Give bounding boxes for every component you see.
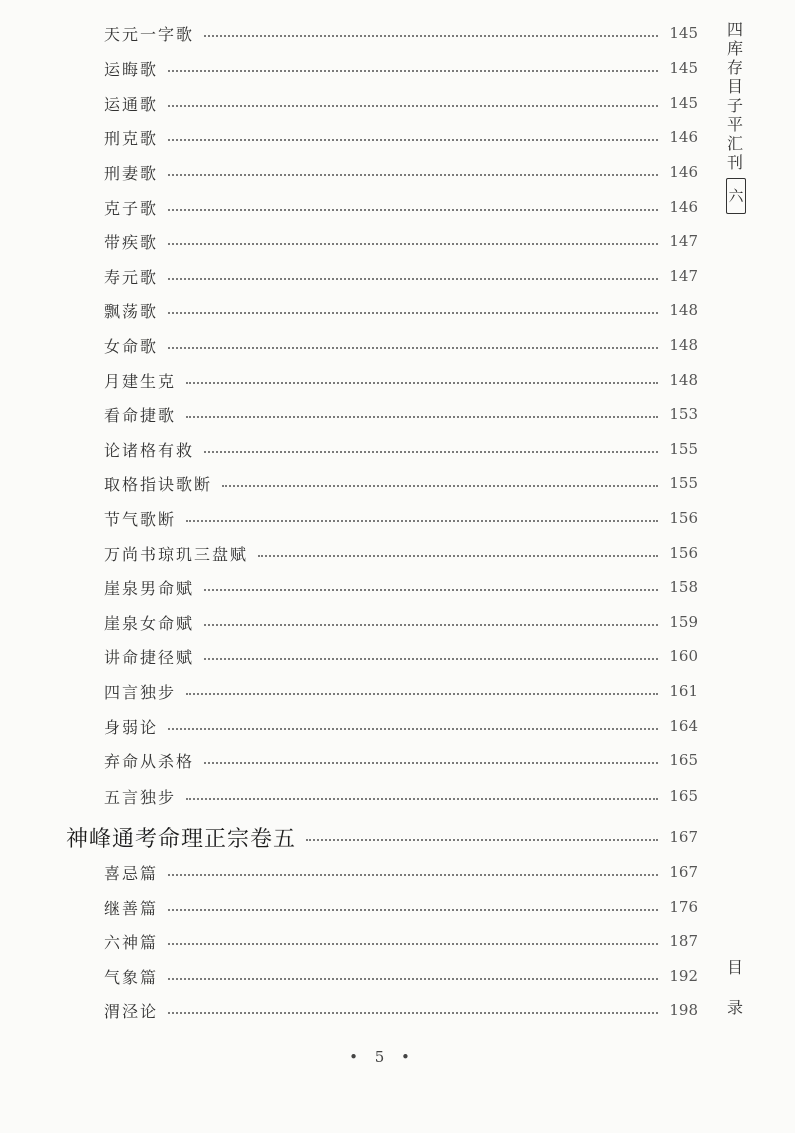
toc-entry-title: 克子歌 <box>104 198 159 218</box>
toc-entry[interactable] <box>104 999 698 1021</box>
dot-leader <box>168 909 658 911</box>
dot-leader <box>204 762 658 764</box>
toc-entry[interactable] <box>104 92 698 114</box>
toc-entry-page: 158 <box>669 578 698 596</box>
dot-leader <box>168 728 658 730</box>
toc-entry-title: 女命歌 <box>104 336 159 356</box>
toc-entry-page: 155 <box>669 440 698 458</box>
toc-entry[interactable] <box>104 196 698 218</box>
dot-leader <box>168 174 658 176</box>
dot-leader <box>168 105 658 107</box>
toc-entry-title: 运晦歌 <box>104 59 159 79</box>
toc-entry[interactable] <box>104 161 698 183</box>
toc-entry-page: 156 <box>669 544 698 562</box>
dot-leader <box>168 243 658 245</box>
dot-leader <box>168 978 658 980</box>
toc-entry-title: 继善篇 <box>104 898 159 918</box>
page-number: • 5 • <box>349 1048 416 1066</box>
toc-entry[interactable] <box>104 265 698 287</box>
dot-leader <box>222 485 658 487</box>
toc-entry[interactable] <box>104 403 698 425</box>
dot-leader <box>168 874 658 876</box>
toc-entry[interactable] <box>104 576 698 598</box>
toc-entry-page: 153 <box>669 405 698 423</box>
toc-entry-title: 弃命从杀格 <box>104 751 195 771</box>
toc-entry-page: 167 <box>669 863 698 881</box>
toc-entry-page: 155 <box>669 474 698 492</box>
dot-leader <box>204 624 658 626</box>
toc-entry-title: 渭泾论 <box>104 1001 159 1021</box>
toc-entry-page: 148 <box>669 301 698 319</box>
toc-entry-page: 176 <box>669 898 698 916</box>
dot-leader <box>168 1012 658 1014</box>
toc-entry-page: 165 <box>669 751 698 769</box>
toc-entry-page: 148 <box>669 336 698 354</box>
dot-leader <box>186 798 658 800</box>
toc-entry-title: 刑妻歌 <box>104 163 159 183</box>
toc-entry-title: 寿元歌 <box>104 267 159 287</box>
toc-entry-page: 145 <box>669 59 698 77</box>
dot-leader <box>186 382 658 384</box>
toc-entry-page: 164 <box>669 717 698 735</box>
toc-entry-title: 身弱论 <box>104 717 159 737</box>
toc-entry-page: 147 <box>669 232 698 250</box>
toc-entry[interactable] <box>104 965 698 987</box>
dot-leader <box>168 943 658 945</box>
dot-leader <box>204 35 658 37</box>
toc-entry-page: 145 <box>669 24 698 42</box>
toc-entry-title: 崖泉女命赋 <box>104 613 195 633</box>
toc-entry-title: 讲命捷径赋 <box>104 647 195 667</box>
toc-entry[interactable] <box>104 507 698 529</box>
toc-entry[interactable] <box>104 930 698 952</box>
toc-entry-title: 崖泉男命赋 <box>104 578 195 598</box>
dot-leader <box>186 520 658 522</box>
toc-entry-page: 165 <box>669 787 698 805</box>
section-label: 目 录 <box>726 958 743 1017</box>
toc-entry-title: 论诸格有救 <box>104 440 195 460</box>
toc-entry-title: 刑克歌 <box>104 128 159 148</box>
toc-entry-title: 带疾歌 <box>104 232 159 252</box>
toc-entry-page: 198 <box>669 1001 698 1019</box>
toc-entry[interactable] <box>104 369 698 391</box>
toc-entry[interactable] <box>104 715 698 737</box>
toc-entry-title: 月建生克 <box>104 371 177 391</box>
toc-entry-page: 159 <box>669 613 698 631</box>
toc-volume-heading[interactable] <box>66 822 698 852</box>
toc-entry[interactable] <box>104 57 698 79</box>
toc-entry[interactable] <box>104 472 698 494</box>
toc-entry-title: 取格指诀歌断 <box>104 474 213 494</box>
toc-entry[interactable] <box>104 299 698 321</box>
toc-entry-title: 六神篇 <box>104 932 159 952</box>
toc-entry[interactable] <box>104 126 698 148</box>
toc-entry-title: 飘荡歌 <box>104 301 159 321</box>
toc-entry[interactable] <box>104 438 698 460</box>
toc-entry-title: 气象篇 <box>104 967 159 987</box>
dot-leader <box>168 312 658 314</box>
toc-entry-page: 147 <box>669 267 698 285</box>
dot-leader <box>258 555 658 557</box>
toc-entry[interactable] <box>104 611 698 633</box>
dot-leader <box>168 278 658 280</box>
toc-entry[interactable] <box>104 542 698 564</box>
toc-entry-title: 节气歌断 <box>104 509 177 529</box>
series-title: 四 库 存 目 子 平 汇 刊 <box>726 20 743 172</box>
dot-leader <box>186 693 658 695</box>
toc-entry-page: 146 <box>669 163 698 181</box>
dot-leader <box>168 209 658 211</box>
dot-leader <box>204 451 658 453</box>
volume-badge: 六 <box>726 178 746 214</box>
toc-entry[interactable] <box>104 749 698 771</box>
toc-entry[interactable] <box>104 896 698 918</box>
toc-entry-title: 看命捷歌 <box>104 405 177 425</box>
toc-entry-title: 运通歌 <box>104 94 159 114</box>
dot-leader <box>186 416 658 418</box>
toc-entry-title: 四言独步 <box>104 682 177 702</box>
dot-leader <box>306 839 658 841</box>
toc-entry-page: 187 <box>669 932 698 950</box>
dot-leader <box>204 589 658 591</box>
dot-leader <box>168 347 658 349</box>
toc-entry[interactable] <box>104 861 698 883</box>
toc-entry-page: 148 <box>669 371 698 389</box>
toc-entry-title: 神峰通考命理正宗卷五 <box>66 826 297 852</box>
toc-entry[interactable] <box>104 230 698 252</box>
toc-entry-page: 192 <box>669 967 698 985</box>
toc-entry-title: 天元一字歌 <box>104 24 195 44</box>
toc-entry-title: 五言独步 <box>104 787 177 807</box>
dot-leader <box>168 139 658 141</box>
dot-leader <box>204 658 658 660</box>
dot-leader <box>168 70 658 72</box>
toc-entry[interactable] <box>104 22 698 44</box>
toc-entry-title: 喜忌篇 <box>104 863 159 883</box>
toc-entry-page: 145 <box>669 94 698 112</box>
toc-entry-page: 161 <box>669 682 698 700</box>
toc-entry[interactable] <box>104 785 698 807</box>
toc-entry[interactable] <box>104 680 698 702</box>
toc-entry-page: 167 <box>669 828 698 846</box>
toc-entry-page: 160 <box>669 647 698 665</box>
toc-entry-page: 156 <box>669 509 698 527</box>
toc-entry-page: 146 <box>669 128 698 146</box>
toc-entry[interactable] <box>104 645 698 667</box>
toc-entry-page: 146 <box>669 198 698 216</box>
toc-entry-title: 万尚书琼玑三盘赋 <box>104 544 249 564</box>
toc-entry[interactable] <box>104 334 698 356</box>
